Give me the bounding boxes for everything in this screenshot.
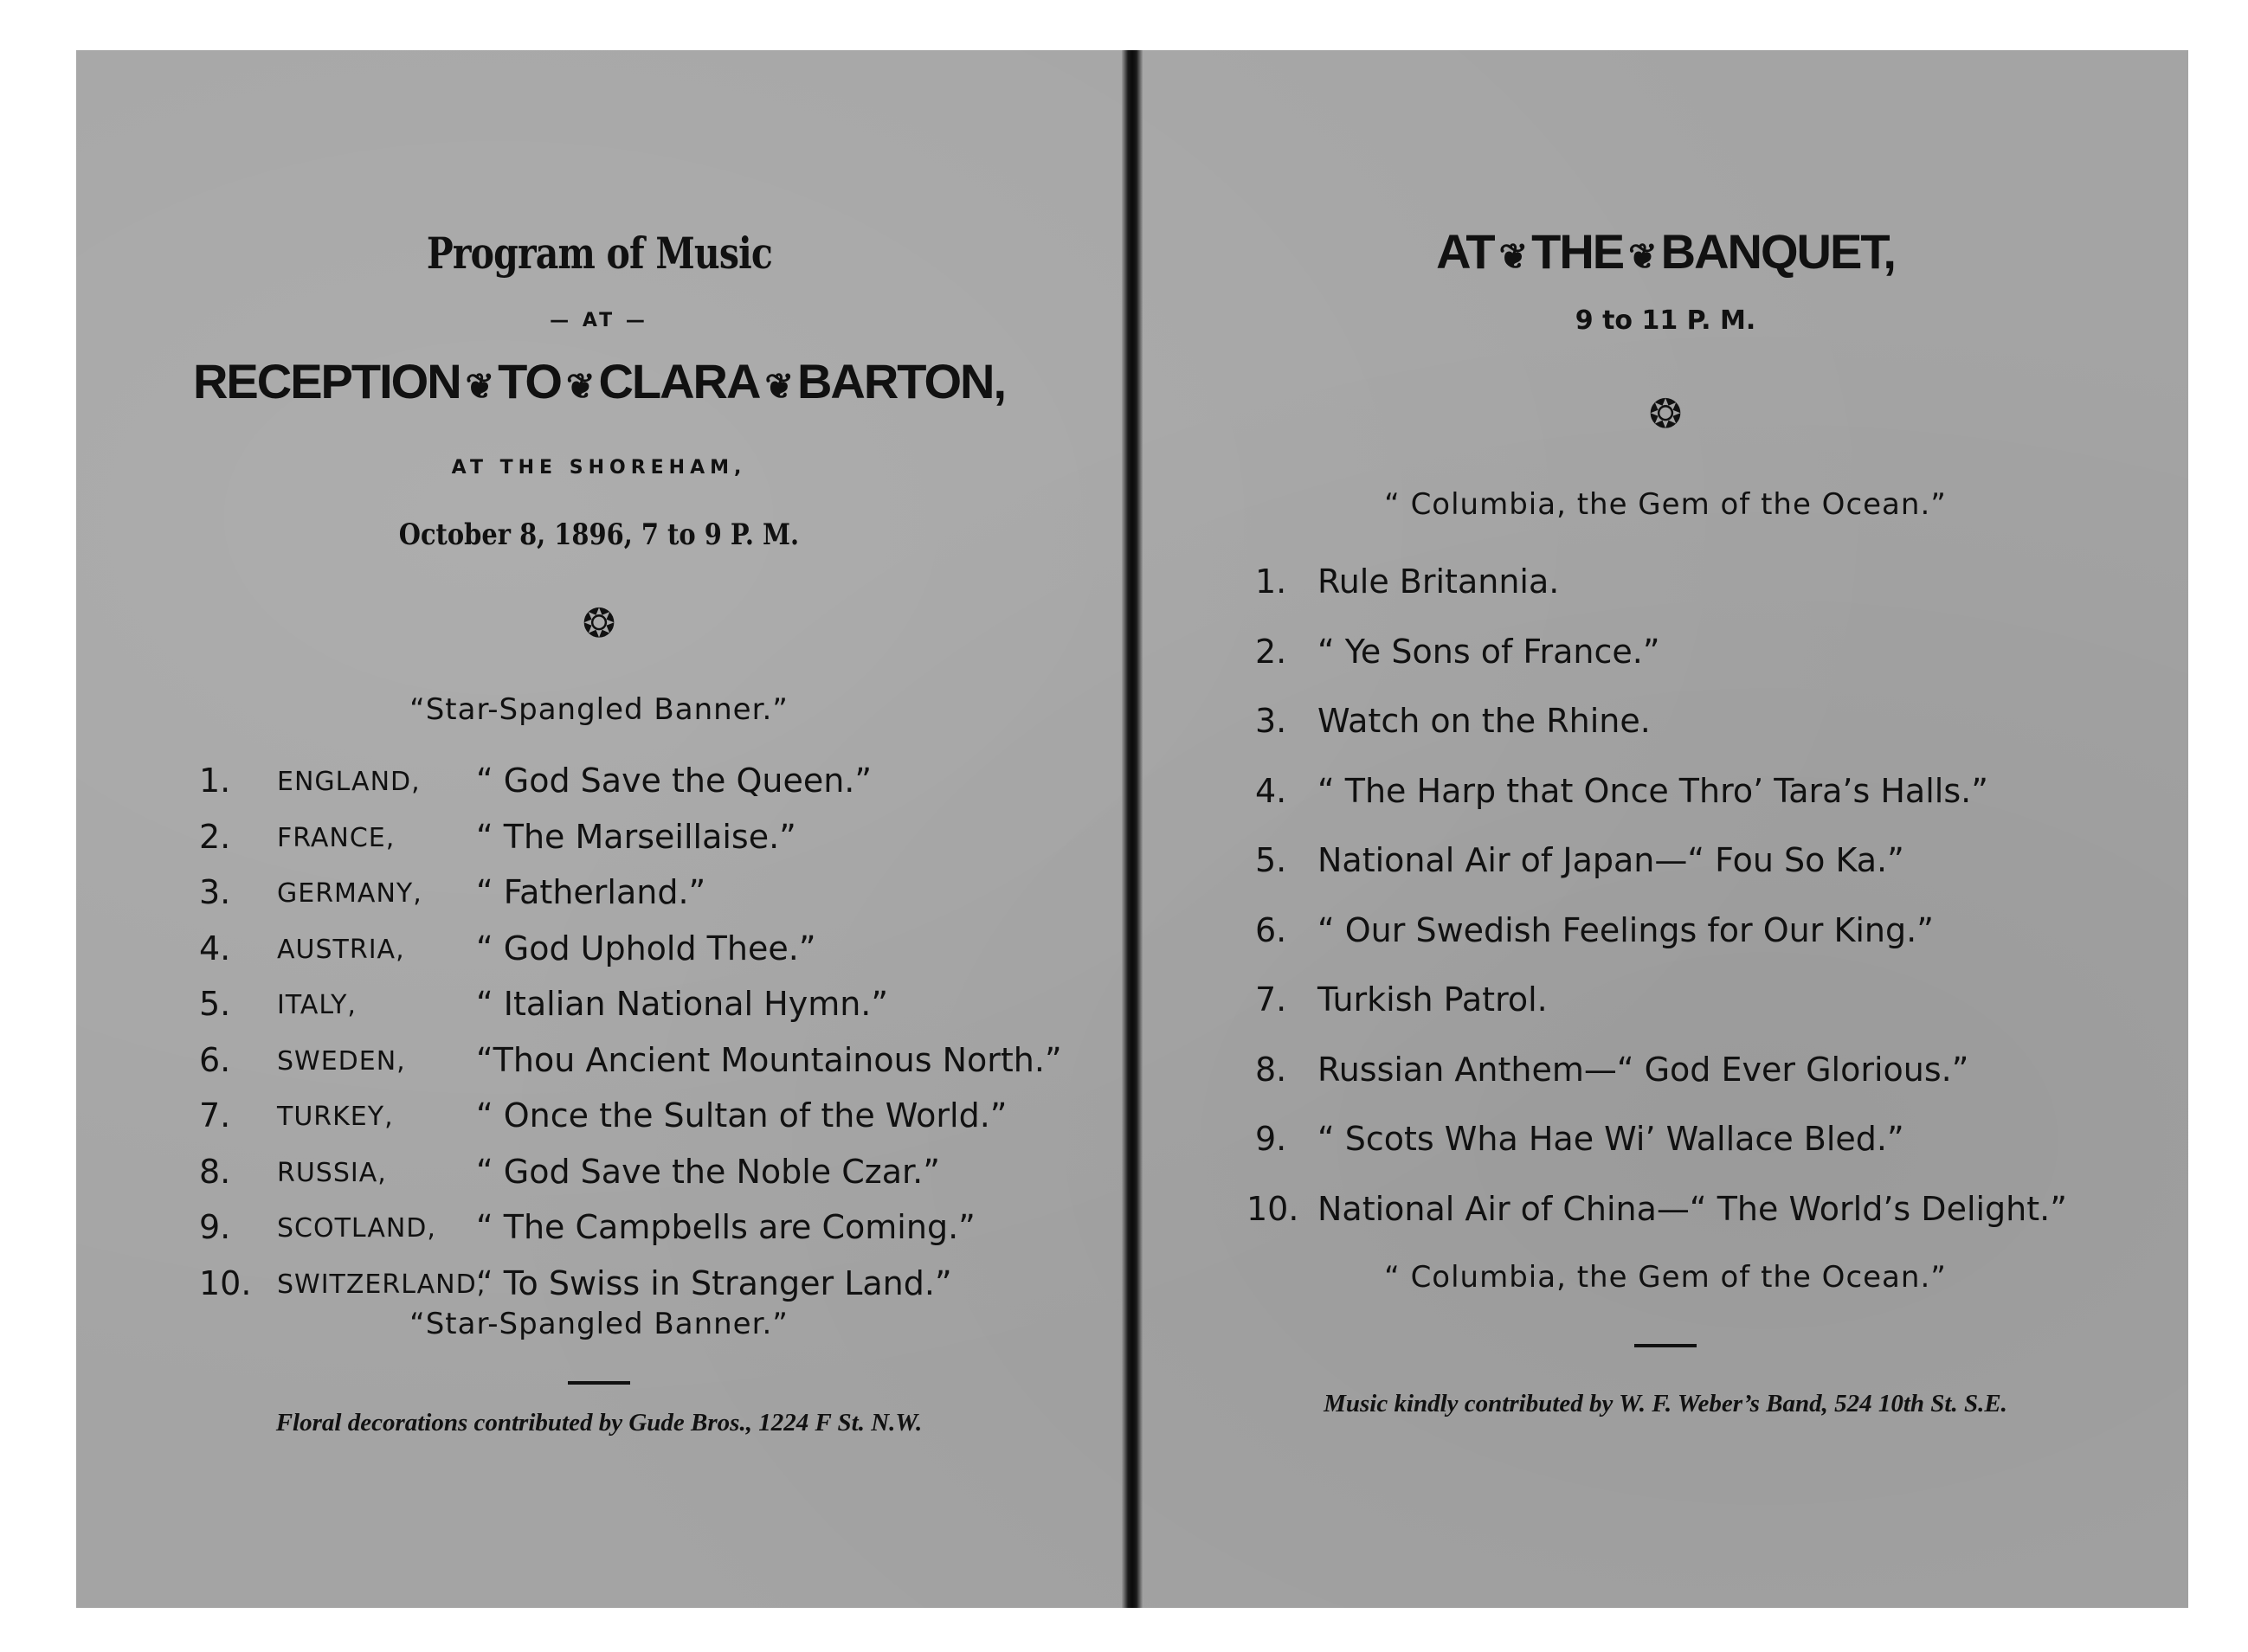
item-country: FRANCE, [277,822,396,853]
item-country: ENGLAND, [277,767,421,797]
date-line-wrap [76,517,1122,552]
item-song: “ Scots Wha Hae Wi’ Wallace Bled.” [1317,1120,1904,1158]
closing-anthem: “ Columbia, the Gem of the Ocean.” [1384,1260,1947,1295]
item-song: “ The Campbells are Coming.” [476,1208,976,1246]
program-title-wrap [76,228,1122,279]
item-song: National Air of China—“ The World’s Delight.” [1317,1189,2067,1228]
item-song: “ To Swiss in Stranger Land.” [476,1263,952,1302]
item-number: 8. [1255,1050,1287,1089]
reception-heading [76,353,1122,409]
item-number: 1. [199,762,231,800]
item-song: “ Italian National Hymn.” [476,985,889,1023]
item-song: Russian Anthem—“ God Ever Glorious.” [1317,1050,1969,1089]
divider-rule [1634,1344,1697,1347]
item-song: “ Once the Sultan of the World.” [476,1096,1008,1135]
center-fold [1122,50,1143,1608]
item-number: 1. [1255,562,1287,601]
venue-line: AT THE SHOREHAM, [451,457,747,479]
item-number: 9. [199,1208,231,1246]
item-song: “ God Uphold Thee.” [476,929,816,967]
heading-word: THE [1531,224,1624,279]
item-country: SWITZERLAND, [277,1269,486,1300]
item-song: “ Ye Sons of France.” [1317,632,1660,671]
star-ornament-icon: ❂ [1648,392,1683,436]
item-song: “ Our Swedish Feelings for Our King.” [1317,910,1934,949]
item-number: 5. [199,985,231,1023]
item-song: “ The Marseillaise.” [476,817,796,856]
item-number: 10. [199,1263,252,1302]
item-number: 3. [1255,702,1287,740]
item-song: Turkish Patrol. [1317,980,1548,1019]
fleuron-icon: ❦ [764,368,792,406]
item-country: AUSTRIA, [277,934,405,965]
item-song: Watch on the Rhine. [1317,702,1651,740]
heading-word: AT [1436,224,1494,279]
item-number: 2. [1255,632,1287,671]
item-country: RUSSIA, [277,1157,387,1188]
item-number: 4. [1255,771,1287,810]
item-number: 4. [199,929,231,967]
item-country: SCOTLAND, [277,1213,436,1244]
item-country: TURKEY, [277,1102,394,1132]
item-country: ITALY, [277,990,357,1020]
closing-anthem: “Star-Spangled Banner.” [409,1307,789,1341]
item-number: 6. [1255,910,1287,949]
item-song: “ God Save the Noble Czar.” [476,1152,940,1191]
item-country: SWEDEN, [277,1045,406,1077]
program-sheet [76,50,2188,1608]
heading-word: TO [498,354,561,408]
item-song: “ Fatherland.” [476,873,706,911]
heading-word: BANQUET, [1660,224,1895,279]
fleuron-icon: ❦ [1628,238,1656,276]
left-page [76,50,1122,1608]
floral-credit: Floral decorations contributed by Gude Bros., 1224 F St. N.W. [275,1409,923,1437]
at-label: — AT — [550,310,648,331]
item-number: 3. [199,873,231,911]
right-page [1143,50,2188,1608]
item-song: “ The Harp that Once Thro’ Tara’s Halls.” [1317,771,1988,810]
fleuron-icon: ❦ [1498,238,1527,276]
item-number: 5. [1255,841,1287,879]
item-song: Rule Britannia. [1317,562,1560,601]
banquet-heading [1143,223,2188,280]
item-number: 2. [199,817,231,856]
program-title: Program of Music [426,228,772,279]
item-song: “ God Save the Queen.” [476,762,873,800]
heading-word: CLARA [598,354,760,408]
item-country: GERMANY, [277,878,422,909]
date-line: October 8, 1896, 7 to 9 P. M. [398,517,800,552]
banquet-time: 9 to 11 P. M. [1575,305,1756,336]
opening-anthem: “ Columbia, the Gem of the Ocean.” [1384,487,1947,522]
fleuron-icon: ❦ [465,368,493,406]
item-number: 9. [1255,1120,1287,1158]
heading-word: BARTON, [796,354,1006,408]
item-number: 8. [199,1152,231,1191]
item-song: “Thou Ancient Mountainous North.” [476,1040,1062,1079]
star-ornament-icon: ❂ [582,601,616,646]
item-number: 6. [199,1040,231,1079]
heading-word: RECEPTION [192,354,461,408]
item-number: 7. [1255,980,1287,1019]
fleuron-icon: ❦ [565,368,594,406]
item-number: 7. [199,1096,231,1135]
band-credit: Music kindly contributed by W. F. Weber’s Band, 524 10th St. S.E. [1324,1390,2007,1417]
item-number: 10. [1246,1189,1299,1228]
divider-rule [568,1381,630,1385]
item-song: National Air of Japan—“ Fou So Ka.” [1317,841,1904,879]
opening-anthem: “Star-Spangled Banner.” [409,692,789,727]
